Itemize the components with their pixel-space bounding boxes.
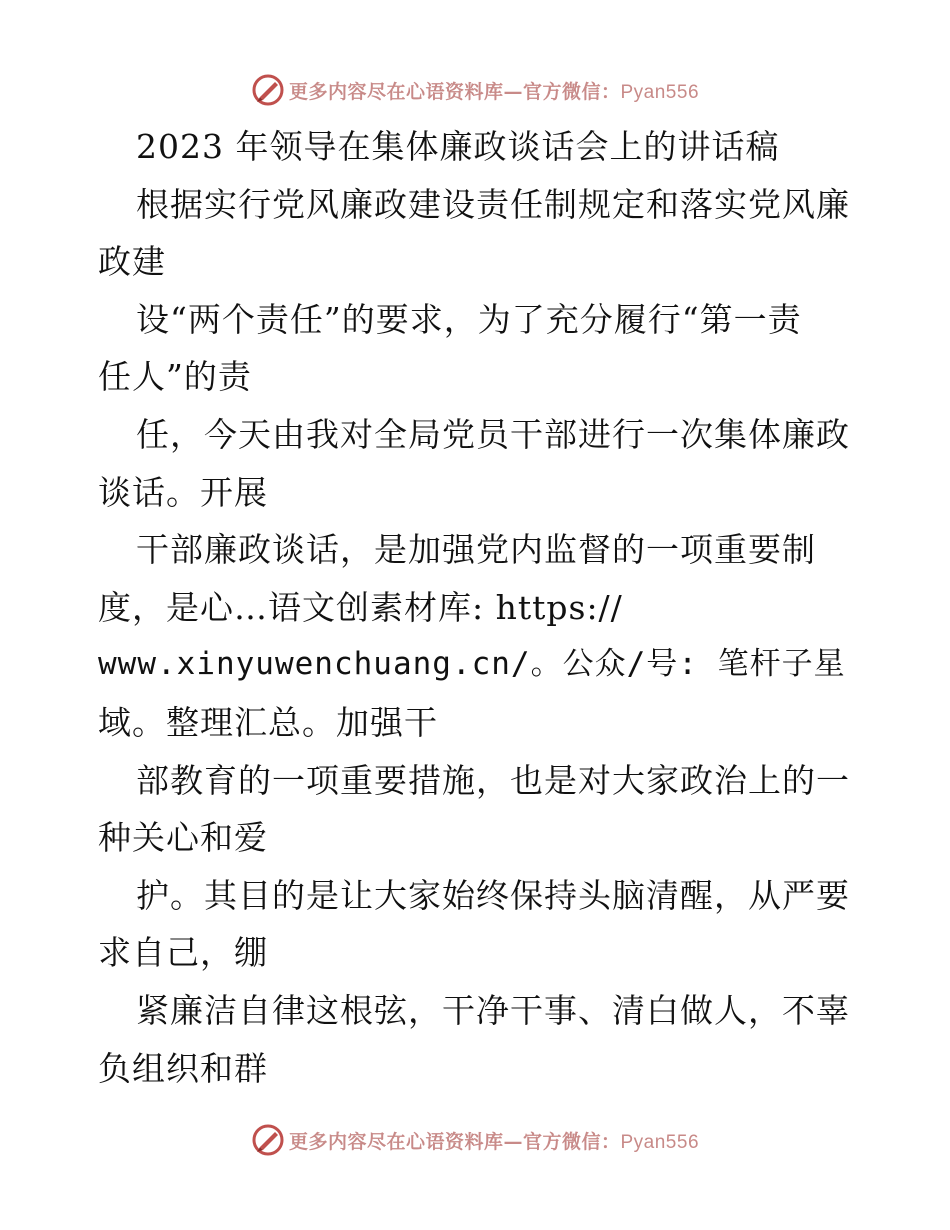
footer-watermark [0,1120,950,1160]
paragraph-line: www.xinyuwenchuang.cn/。公众/号: 笔杆子星 [98,646,846,683]
watermark-contact: Pyan556 [620,1131,700,1153]
paragraph-line: 域。整理汇总。加强干 [98,702,438,742]
paragraph-line: 度，是心…语文创素材库: https:// [98,587,623,627]
paragraph-line: 种关心和爱 [98,818,268,858]
paragraph-line: 设“两个责任”的要求，为了充分履行“第一责 [136,299,802,339]
paragraph-line: 任，今天由我对全局党员干部进行一次集体廉政 [136,414,850,454]
watermark-text: 更多内容尽在心语资料库—官方微信：Pyan556 [288,1130,700,1153]
paragraph-line: 求自己，绷 [98,933,268,973]
header-watermark [0,70,950,110]
paragraph-line: 干部廉政谈话，是加强党内监督的一项重要制 [136,530,816,570]
paragraph-line: 任人”的责 [98,357,252,397]
paragraph-line: 谈话。开展 [98,472,268,512]
pen-logo-icon [251,73,285,107]
paragraph-line: 紧廉洁自律这根弦，干净干事、清白做人，不辜 [136,990,850,1030]
document-body [98,118,858,1097]
paragraph-line: 负组织和群 [98,1048,268,1088]
paragraph-line: 护。其目的是让大家始终保持头脑清醒，从严要 [136,875,850,915]
paragraph-line: 部教育的一项重要措施，也是对大家政治上的一 [136,760,850,800]
watermark-contact: Pyan556 [620,81,700,103]
paragraph-line: 根据实行党风廉政建设责任制规定和落实党风廉 [136,184,850,224]
pen-logo-icon [251,1123,285,1157]
watermark-text: 更多内容尽在心语资料库—官方微信：Pyan556 [288,80,700,103]
paragraph-line: 政建 [98,242,166,282]
document-title: 2023 年领导在集体廉政谈话会上的讲话稿 [136,127,780,166]
